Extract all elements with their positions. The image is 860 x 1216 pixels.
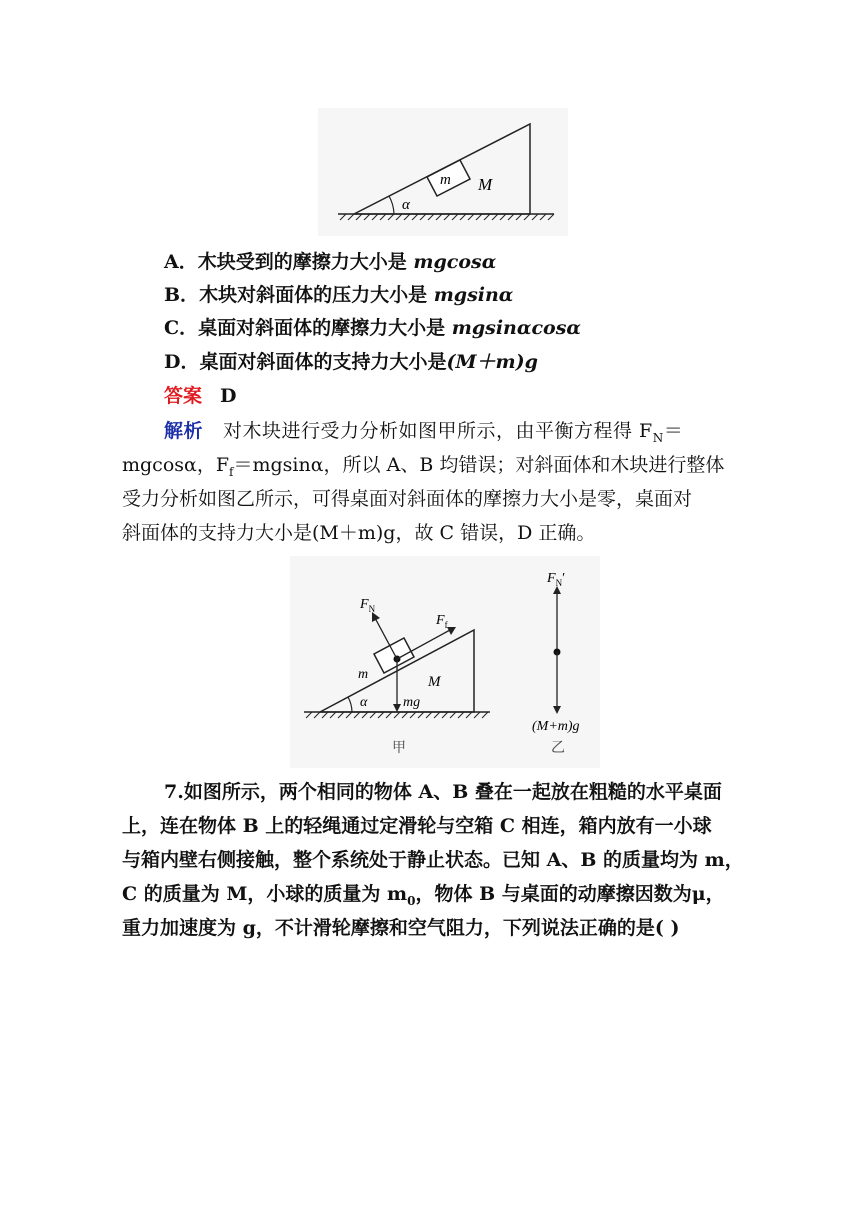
angle-label: α xyxy=(402,197,410,213)
answer xyxy=(164,384,237,408)
option-d: D．桌面对斜面体的支持力大小是(M＋m)g xyxy=(164,351,538,373)
wedge-m-label: M xyxy=(428,674,441,690)
wedge-label: M xyxy=(478,175,493,194)
option-b: B．木块对斜面体的压力大小是 mgsinα xyxy=(164,284,514,306)
mg-label: mg xyxy=(403,695,421,710)
svg-text:Ff: $F_f$ xyxy=(436,613,448,630)
analysis-line-4: 斜面体的支持力大小是(M＋m)g，故 C 错误，D 正确。 xyxy=(122,522,596,544)
answer-value: D xyxy=(220,385,237,407)
question7-line-5: 重力加速度为 g，不计滑轮摩擦和空气阻力，下列说法正确的是( ) xyxy=(122,917,680,939)
weight2-label: (M+m)g xyxy=(532,719,580,734)
analysis-line-3: 受力分析如图乙所示，可得桌面对斜面体的摩擦力大小是零，桌面对 xyxy=(122,488,693,510)
caption-yi: 乙 xyxy=(551,741,565,756)
analysis-label: 解析 xyxy=(164,420,204,442)
figure-force-diagrams xyxy=(290,556,600,768)
fn2-label: F xyxy=(547,571,556,586)
svg-text:FN′: $F_N'$ xyxy=(547,571,566,588)
analysis-line-2: mgcosα，$F_f=mgsin\alpha$，所以 A、B 均错误；对斜面体和木块进行整体 xyxy=(122,454,725,479)
analysis-line-1: 解析 对木块进行受力分析如图甲所示，由平衡方程得 $F_N=$ xyxy=(164,420,684,445)
question7-line-2: 上，连在物体 B 上的轻绳通过定滑轮与空箱 C 相连，箱内放有一小球 xyxy=(122,815,712,837)
block-label: m xyxy=(440,172,451,188)
question7-line-4: C 的质量为 M，小球的质量为 $m_0$，物体 B 与桌面的动摩擦因数为μ， xyxy=(122,883,725,908)
fn-label: F xyxy=(360,597,369,612)
ff-label: F xyxy=(436,613,445,628)
answer-label: 答案 xyxy=(164,385,203,407)
question7-line-3: 与箱内壁右侧接触，整个系统处于静止状态。已知 A、B 的质量均为 m， xyxy=(122,849,744,871)
angle-label-2: α xyxy=(360,695,368,710)
figure-incline xyxy=(318,108,568,236)
caption-jia: 甲 xyxy=(392,741,406,756)
question7-line-1: 7.如图所示，两个相同的物体 A、B 叠在一起放在粗糙的水平桌面 xyxy=(164,781,722,803)
block-m-label: m xyxy=(358,667,369,682)
svg-text:FN: $F_N$ xyxy=(360,597,376,614)
option-c: C．桌面对斜面体的摩擦力大小是 mgsinαcosα xyxy=(164,317,582,339)
option-a: A．木块受到的摩擦力大小是 mgcosα xyxy=(164,251,497,273)
